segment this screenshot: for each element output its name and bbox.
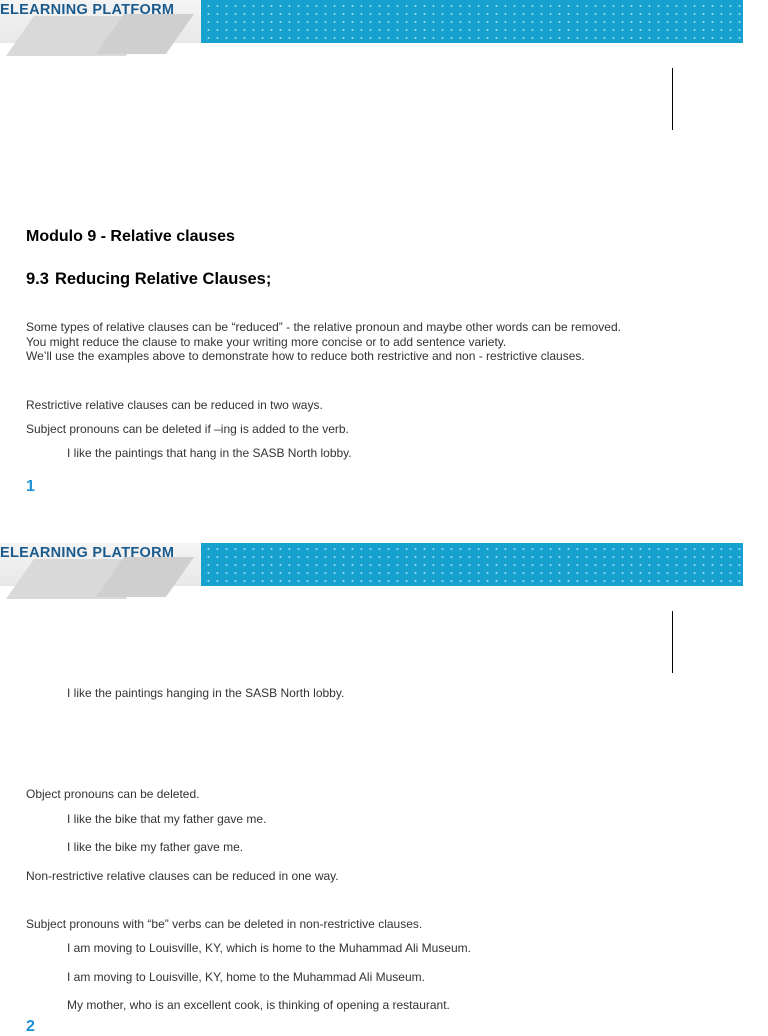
intro-line: Some types of relative clauses can be “reduced” - the relative pronoun and maybe other words can be removed. bbox=[26, 320, 621, 334]
restrictive-intro: Restrictive relative clauses can be reduced in two ways. bbox=[26, 398, 323, 412]
page-header bbox=[0, 0, 743, 43]
brand-title: ELEARNING PLATFORM bbox=[0, 2, 175, 18]
section-title-text: Reducing Relative Clauses; bbox=[54, 270, 272, 288]
section-title bbox=[26, 270, 271, 289]
example-sentence: I am moving to Louisville, KY, which is home to the Muhammad Ali Museum. bbox=[67, 941, 471, 955]
page-number: 2 bbox=[26, 1018, 35, 1035]
object-rule: Object pronouns can be deleted. bbox=[26, 787, 200, 801]
header-logo-area bbox=[0, 0, 201, 43]
be-rule: Subject pronouns with “be” verbs can be deleted in non-restrictive clauses. bbox=[26, 917, 423, 931]
document-page-2 bbox=[0, 543, 768, 1035]
margin-rule bbox=[672, 611, 673, 673]
example-sentence: My mother, who is an excellent cook, is thinking of opening a restaurant. bbox=[67, 998, 450, 1012]
header-logo-area bbox=[0, 543, 201, 586]
intro-line: You might reduce the clause to make your writing more concise or to add sentence variety. bbox=[26, 334, 507, 349]
brand-title: ELEARNING PLATFORM bbox=[0, 545, 175, 561]
example-sentence: I am moving to Louisville, KY, home to the Muhammad Ali Museum. bbox=[67, 970, 425, 984]
margin-rule bbox=[672, 68, 673, 130]
header-banner bbox=[201, 0, 743, 43]
example-sentence: I like the bike that my father gave me. bbox=[67, 812, 267, 826]
header-banner bbox=[201, 543, 743, 586]
intro-paragraph bbox=[26, 320, 621, 364]
nonrestrictive-intro: Non-restrictive relative clauses can be reduced in one way. bbox=[26, 869, 339, 883]
example-sentence: I like the paintings hanging in the SASB North lobby. bbox=[67, 686, 345, 700]
page-header bbox=[0, 543, 743, 586]
module-title: Modulo 9 - Relative clauses bbox=[26, 228, 235, 245]
page-number: 1 bbox=[26, 478, 35, 495]
section-number: 9.3 bbox=[26, 270, 49, 288]
subject-rule: Subject pronouns can be deleted if –ing is added to the verb. bbox=[26, 422, 349, 436]
example-sentence: I like the paintings that hang in the SASB North lobby. bbox=[67, 446, 352, 460]
example-sentence: I like the bike my father gave me. bbox=[67, 840, 244, 854]
intro-line: We’ll use the examples above to demonstrate how to reduce both restrictive and non - restrictive clauses. bbox=[26, 349, 585, 363]
